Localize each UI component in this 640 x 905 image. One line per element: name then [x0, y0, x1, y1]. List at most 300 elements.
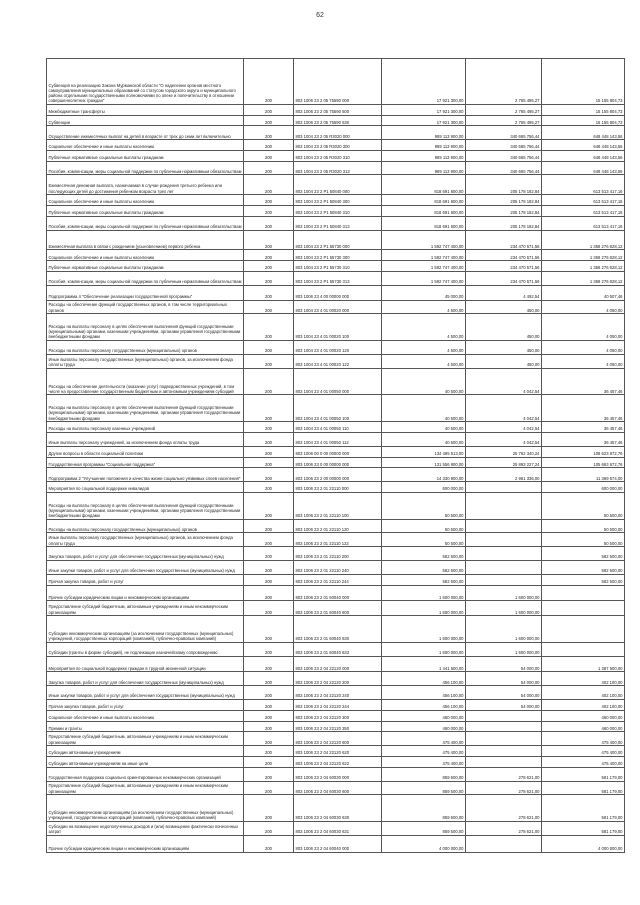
row-planned-amount: 1 592 747 400,00: [382, 271, 466, 285]
row-remaining-amount: 581 179,00: [542, 767, 625, 781]
row-executed-amount: [466, 835, 542, 852]
row-planned-amount: 40 500,00: [382, 422, 466, 433]
row-planned-amount: 50 500,00: [382, 533, 466, 547]
table-row: [47, 533, 625, 547]
row-code: 200: [244, 300, 294, 314]
row-remaining-amount: 582 500,00: [542, 561, 625, 575]
row-kbk: 803 1004 23 4 01 00050 110: [294, 422, 382, 433]
row-name: Осуществление ежемесячных выплат на детей в возрасте от трех до семи лет включительно: [47, 126, 244, 140]
row-executed-amount: 2 961 336,00: [466, 468, 542, 482]
row-name: Пособия, компенсации, меры социальной поддержки по публичным нормативным обязательствам: [47, 161, 244, 175]
row-planned-amount: 818 691 600,00: [382, 216, 466, 230]
row-code: 200: [244, 354, 294, 368]
row-executed-amount: [466, 561, 542, 575]
table-row: [47, 795, 625, 822]
row-remaining-amount: 613 513 417,16: [542, 216, 625, 230]
row-name: Субсидии на возмещение недополученных доходов и (или) возмещение фактически понесенных затрат: [47, 822, 244, 836]
row-kbk: 803 1006 23 2 01 60040 000: [294, 585, 382, 601]
row-code: 200: [244, 700, 294, 711]
row-kbk: 803 1004 23 2 05 R3020 310: [294, 150, 382, 161]
row-name: Расходы на выплаты персоналу в целях обеспечения выполнения функций государственными (муниципальными) органами, казенными учреждениями, органами управления государственными внебюджетными фондами: [47, 492, 244, 519]
row-name: Публичные нормативные социальные выплаты гражданам: [47, 150, 244, 161]
table-row: [47, 835, 625, 852]
row-executed-amount: 278 621,00: [466, 781, 542, 795]
table-row: [47, 468, 625, 482]
row-kbk: 803 1006 23 2 04 22120 244: [294, 700, 382, 711]
row-code: 200: [244, 261, 294, 272]
row-planned-amount: 1 600 000,00: [382, 585, 466, 601]
row-executed-amount: 4 042,54: [466, 432, 542, 446]
budget-execution-table: [46, 58, 625, 853]
row-code: 200: [244, 519, 294, 533]
row-executed-amount: 1 600 000,00: [466, 601, 542, 616]
table-row: [47, 126, 625, 140]
row-planned-amount: 859 500,00: [382, 767, 466, 781]
row-planned-amount: 4 500,00: [382, 354, 466, 368]
row-planned-amount: 818 691 600,00: [382, 195, 466, 206]
row-remaining-amount: 475 400,00: [542, 732, 625, 746]
row-name: Предоставление субсидий бюджетным, автономным учреждениям и иным некоммерческим организациям: [47, 781, 244, 795]
row-remaining-amount: [542, 642, 625, 656]
row-name: Субсидии некоммерческим организациям (за исключением государственных (муниципальных) учреждений, государственных корпораций (компаний), публично-правовых компаний): [47, 795, 244, 822]
table-row: [47, 482, 625, 493]
row-kbk: 803 1006 23 2 05 75590 500: [294, 104, 382, 115]
row-planned-amount: 1 600 000,00: [382, 601, 466, 616]
row-executed-amount: 205 178 182,84: [466, 206, 542, 217]
row-kbk: 803 1006 23 2 01 22110 120: [294, 519, 382, 533]
row-kbk: 803 1004 23 4 01 00020 100: [294, 314, 382, 341]
row-remaining-amount: 581 179,00: [542, 795, 625, 822]
row-executed-amount: [466, 492, 542, 519]
row-code: 200: [244, 395, 294, 422]
table-row: [47, 285, 625, 300]
row-remaining-amount: 613 513 417,16: [542, 195, 625, 206]
row-planned-amount: 4 000 000,00: [382, 835, 466, 852]
row-remaining-amount: 108 623 872,76: [542, 446, 625, 457]
row-kbk: 803 1004 23 2 P1 50840 000: [294, 175, 382, 195]
row-planned-amount: 134 495 513,00: [382, 446, 466, 457]
table-row: [47, 261, 625, 272]
row-remaining-amount: 4 050,00: [542, 314, 625, 341]
row-remaining-amount: 1 358 276 828,12: [542, 230, 625, 250]
row-remaining-amount: 648 448 143,56: [542, 140, 625, 151]
row-code: 200: [244, 721, 294, 732]
row-planned-amount: 4 500,00: [382, 341, 466, 355]
page-number: 62: [316, 12, 324, 19]
row-name: Публичные нормативные социальные выплаты гражданам: [47, 206, 244, 217]
row-executed-amount: 2 765 495,27: [466, 104, 542, 115]
row-kbk: 803 1006 23 2 01 22110 240: [294, 561, 382, 575]
row-code: 200: [244, 446, 294, 457]
row-remaining-amount: 581 179,00: [542, 781, 625, 795]
row-code: 200: [244, 206, 294, 217]
table-row: [47, 519, 625, 533]
row-executed-amount: 4 042,54: [466, 395, 542, 422]
row-remaining-amount: 36 457,46: [542, 368, 625, 395]
table-row: [47, 195, 625, 206]
row-planned-amount: 456 100,00: [382, 686, 466, 700]
table-row: [47, 368, 625, 395]
row-code: 200: [244, 368, 294, 395]
row-name: Ежемесячная денежная выплата, назначаемая в случае рождения третьего ребенка или последующих детей до достижения ребенком возраста трех лет: [47, 175, 244, 195]
row-remaining-amount: 105 663 672,76: [542, 457, 625, 468]
row-name: Иные закупки товаров, работ и услуг для обеспечения государственных (муниципальных) нужд: [47, 686, 244, 700]
row-name: Публичные нормативные социальные выплаты гражданам: [47, 261, 244, 272]
row-remaining-amount: 15 155 804,73: [542, 115, 625, 126]
table-row: [47, 271, 625, 285]
row-remaining-amount: 648 448 143,56: [542, 161, 625, 175]
row-remaining-amount: 582 500,00: [542, 574, 625, 585]
row-code: 200: [244, 285, 294, 300]
row-remaining-amount: 460 000,00: [542, 721, 625, 732]
row-code: 200: [244, 781, 294, 795]
table-row: [47, 206, 625, 217]
row-executed-amount: 54 000,00: [466, 686, 542, 700]
table-row: [47, 710, 625, 721]
row-code: 200: [244, 642, 294, 656]
row-code: 200: [244, 195, 294, 206]
row-name: Премии и гранты: [47, 721, 244, 732]
row-kbk: 803 1006 23 2 01 60040 633: [294, 642, 382, 656]
row-executed-amount: 450,00: [466, 354, 542, 368]
table-row: [47, 672, 625, 686]
row-name: Социальное обеспечение и иные выплаты населению: [47, 710, 244, 721]
row-kbk: 803 1006 23 2 01 22110 000: [294, 482, 382, 493]
table-row: [47, 822, 625, 836]
row-kbk: 803 1004 23 4 01 00050 112: [294, 432, 382, 446]
row-code: 200: [244, 601, 294, 616]
table-row: [47, 547, 625, 561]
row-code: 200: [244, 746, 294, 757]
row-remaining-amount: 402 100,00: [542, 672, 625, 686]
table-row: [47, 432, 625, 446]
row-kbk: 803 1006 23 2 01 22110 100: [294, 492, 382, 519]
row-planned-amount: 40 500,00: [382, 432, 466, 446]
row-name: Расходы на выплаты персоналу государственных (муниципальных) органов: [47, 519, 244, 533]
row-planned-amount: 989 113 900,00: [382, 150, 466, 161]
row-kbk: 803 1004 23 4 01 00020 000: [294, 300, 382, 314]
row-planned-amount: 582 500,00: [382, 547, 466, 561]
table-row: [47, 767, 625, 781]
row-planned-amount: 475 400,00: [382, 756, 466, 767]
table-row: [47, 446, 625, 457]
table-row: [47, 422, 625, 433]
row-name: Пособия, компенсации, меры социальной поддержки по публичным нормативным обязательствам: [47, 271, 244, 285]
row-kbk: 803 1006 00 0 00 00000 000: [294, 446, 382, 457]
row-planned-amount: 4 500,00: [382, 314, 466, 341]
row-remaining-amount: 4 000 000,00: [542, 835, 625, 852]
row-kbk: 803 1004 23 2 P1 50840 310: [294, 206, 382, 217]
row-executed-amount: 25 893 227,24: [466, 457, 542, 468]
row-planned-amount: 4 500,00: [382, 300, 466, 314]
row-executed-amount: 278 621,00: [466, 767, 542, 781]
row-kbk: 803 1006 23 2 04 22120 350: [294, 721, 382, 732]
table-row: [47, 781, 625, 795]
row-name: Мероприятия по социальной поддержке граждан в трудной жизненной ситуации: [47, 656, 244, 672]
row-name: Расходы на выплаты персоналу государственных (муниципальных) органов: [47, 341, 244, 355]
row-name: Расходы на выплаты персоналу в целях обеспечения выполнения функций государственными (муниципальными) органами, казенными учреждениями, органами управления государственными внебюджетными фондами: [47, 395, 244, 422]
row-executed-amount: 4 492,54: [466, 285, 542, 300]
row-name: Субсидии некоммерческим организациям (за исключением государственных (муниципальных) учреждений, государственных корпораций (компаний), публично-правовых компаний): [47, 616, 244, 643]
row-planned-amount: 1 441 500,00: [382, 656, 466, 672]
row-remaining-amount: 15 155 804,73: [542, 59, 625, 105]
row-planned-amount: 600 000,00: [382, 482, 466, 493]
row-remaining-amount: 1 358 276 828,12: [542, 250, 625, 261]
row-kbk: 803 1006 23 2 01 22110 122: [294, 533, 382, 547]
row-executed-amount: 1 600 000,00: [466, 616, 542, 643]
table-row: [47, 230, 625, 250]
row-kbk: 803 1004 23 2 05 R3020 313: [294, 161, 382, 175]
row-name: Иные выплаты персоналу государственных (муниципальных) органов, за исключением фонда оплаты труда: [47, 533, 244, 547]
row-kbk: 803 1006 23 2 00 00000 000: [294, 468, 382, 482]
table-row: [47, 300, 625, 314]
row-executed-amount: [466, 746, 542, 757]
row-code: 200: [244, 822, 294, 836]
row-planned-amount: 456 100,00: [382, 672, 466, 686]
row-name: Субсидии (гранты в форме субсидий), не подлежащие казначейскому сопровождению: [47, 642, 244, 656]
row-executed-amount: 25 762 340,24: [466, 446, 542, 457]
table-row: [47, 140, 625, 151]
row-kbk: 803 1004 23 4 01 00020 122: [294, 354, 382, 368]
row-planned-amount: 17 921 300,00: [382, 59, 466, 105]
row-executed-amount: [466, 547, 542, 561]
row-planned-amount: 1 592 747 400,00: [382, 230, 466, 250]
row-remaining-amount: 600 000,00: [542, 482, 625, 493]
row-code: 200: [244, 150, 294, 161]
row-planned-amount: 50 500,00: [382, 519, 466, 533]
table-row: [47, 59, 625, 105]
row-name: Субвенции: [47, 115, 244, 126]
row-name: Подпрограмма 4 "Обеспечение реализации государственной программы": [47, 285, 244, 300]
row-kbk: 803 1006 23 2 04 22120 200: [294, 672, 382, 686]
row-executed-amount: 450,00: [466, 314, 542, 341]
row-name: Иные выплаты персоналу государственных (муниципальных) органов, за исключением фонда оплаты труда: [47, 354, 244, 368]
row-kbk: 803 1006 23 2 01 60040 600: [294, 601, 382, 616]
row-code: 200: [244, 732, 294, 746]
row-remaining-amount: 36 457,46: [542, 422, 625, 433]
row-code: 200: [244, 533, 294, 547]
row-name: Государственная поддержка социально ориентированных некоммерческих организаций: [47, 767, 244, 781]
row-planned-amount: 1 600 000,00: [382, 642, 466, 656]
row-kbk: 803 1004 23 2 P1 50840 300: [294, 195, 382, 206]
row-remaining-amount: 475 400,00: [542, 746, 625, 757]
row-kbk: 803 1004 23 2 P1 55730 300: [294, 250, 382, 261]
row-code: 200: [244, 59, 294, 105]
row-code: 200: [244, 230, 294, 250]
row-remaining-amount: 4 050,00: [542, 300, 625, 314]
table-row: [47, 601, 625, 616]
row-code: 200: [244, 835, 294, 852]
row-remaining-amount: 50 500,00: [542, 492, 625, 519]
row-executed-amount: 234 470 571,56: [466, 230, 542, 250]
row-executed-amount: [466, 710, 542, 721]
row-code: 200: [244, 341, 294, 355]
row-executed-amount: [466, 756, 542, 767]
row-code: 200: [244, 250, 294, 261]
row-remaining-amount: 36 457,46: [542, 395, 625, 422]
row-remaining-amount: 11 369 574,00: [542, 468, 625, 482]
row-name: Прочая закупка товаров, работ и услуг: [47, 574, 244, 585]
row-planned-amount: 582 500,00: [382, 574, 466, 585]
row-executed-amount: 54 000,00: [466, 656, 542, 672]
row-executed-amount: 54 000,00: [466, 700, 542, 711]
row-remaining-amount: 582 500,00: [542, 547, 625, 561]
table-row: [47, 492, 625, 519]
row-kbk: 803 1006 23 2 04 60030 631: [294, 822, 382, 836]
table-row: [47, 574, 625, 585]
row-planned-amount: 45 000,00: [382, 285, 466, 300]
table-row: [47, 150, 625, 161]
row-name: Предоставление субсидий бюджетным, автономным учреждениям и иным некоммерческим организациям: [47, 732, 244, 746]
row-code: 200: [244, 432, 294, 446]
row-kbk: 803 1004 23 2 P1 50840 313: [294, 216, 382, 230]
row-remaining-amount: 460 000,00: [542, 710, 625, 721]
table-row: [47, 686, 625, 700]
table-row: [47, 175, 625, 195]
row-remaining-amount: 613 513 417,16: [542, 175, 625, 195]
row-executed-amount: 278 621,00: [466, 822, 542, 836]
row-name: Социальное обеспечение и иные выплаты населению: [47, 140, 244, 151]
row-name: Мероприятия по социальной поддержке инвалидов: [47, 482, 244, 493]
row-planned-amount: 17 921 300,00: [382, 115, 466, 126]
row-code: 200: [244, 672, 294, 686]
row-planned-amount: 989 113 900,00: [382, 126, 466, 140]
row-remaining-amount: 1 358 276 828,12: [542, 261, 625, 272]
row-executed-amount: [466, 519, 542, 533]
row-kbk: 803 1006 23 2 01 22110 244: [294, 574, 382, 585]
row-code: 200: [244, 126, 294, 140]
row-remaining-amount: 402 100,00: [542, 686, 625, 700]
row-name: Прочие субсидии юридическим лицам и некоммерческим организациям: [47, 585, 244, 601]
table-row: [47, 115, 625, 126]
table-row: [47, 341, 625, 355]
row-planned-amount: 50 500,00: [382, 492, 466, 519]
row-code: 200: [244, 616, 294, 643]
table-row: [47, 656, 625, 672]
row-name: Субсидии автономным учреждениям на иные цели: [47, 756, 244, 767]
row-executed-amount: [466, 482, 542, 493]
row-executed-amount: 1 600 000,00: [466, 642, 542, 656]
row-planned-amount: 17 921 300,00: [382, 104, 466, 115]
table-row: [47, 216, 625, 230]
row-code: 200: [244, 795, 294, 822]
row-planned-amount: 14 330 900,00: [382, 468, 466, 482]
row-kbk: 803 1004 23 2 P1 55730 310: [294, 261, 382, 272]
row-planned-amount: 818 691 600,00: [382, 175, 466, 195]
table-body: [47, 59, 625, 853]
row-planned-amount: 131 556 900,00: [382, 457, 466, 468]
table-row: [47, 314, 625, 341]
row-name: Государственная программы "Социальная поддержка": [47, 457, 244, 468]
row-code: 200: [244, 585, 294, 601]
row-code: 200: [244, 656, 294, 672]
row-executed-amount: 340 665 756,44: [466, 161, 542, 175]
row-code: 200: [244, 216, 294, 230]
row-executed-amount: 234 470 571,56: [466, 250, 542, 261]
row-planned-amount: 460 000,00: [382, 710, 466, 721]
row-executed-amount: 54 000,00: [466, 672, 542, 686]
row-name: Расходы на обеспечение функций государственных органов, в том числе территориальных органов: [47, 300, 244, 314]
row-kbk: 803 1006 23 2 04 60040 000: [294, 835, 382, 852]
row-planned-amount: 475 400,00: [382, 732, 466, 746]
row-planned-amount: 40 500,00: [382, 395, 466, 422]
row-executed-amount: 2 765 495,27: [466, 115, 542, 126]
table-row: [47, 457, 625, 468]
row-remaining-amount: 50 500,00: [542, 519, 625, 533]
row-remaining-amount: 475 400,00: [542, 756, 625, 767]
row-code: 200: [244, 468, 294, 482]
row-planned-amount: 1 600 000,00: [382, 616, 466, 643]
row-code: 200: [244, 756, 294, 767]
row-executed-amount: 450,00: [466, 341, 542, 355]
row-planned-amount: 40 500,00: [382, 368, 466, 395]
row-kbk: 803 1006 23 2 04 22120 600: [294, 732, 382, 746]
row-executed-amount: 4 042,54: [466, 422, 542, 433]
table-row: [47, 642, 625, 656]
row-name: Пособия, компенсации, меры социальной поддержки по публичным нормативным обязательствам: [47, 216, 244, 230]
table-row: [47, 354, 625, 368]
row-code: 200: [244, 175, 294, 195]
row-planned-amount: 582 500,00: [382, 561, 466, 575]
row-kbk: 803 1006 23 2 04 60030 600: [294, 781, 382, 795]
table-row: [47, 395, 625, 422]
row-executed-amount: 340 665 756,44: [466, 126, 542, 140]
row-kbk: 803 1006 23 2 05 75590 000: [294, 59, 382, 105]
row-name: Другие вопросы в области социальной политики: [47, 446, 244, 457]
row-kbk: 803 1006 23 2 04 22120 300: [294, 710, 382, 721]
row-executed-amount: 4 042,54: [466, 368, 542, 395]
row-code: 200: [244, 492, 294, 519]
row-kbk: 803 1006 23 2 04 22120 622: [294, 756, 382, 767]
row-remaining-amount: [542, 585, 625, 601]
table-row: [47, 756, 625, 767]
row-planned-amount: 456 100,00: [382, 700, 466, 711]
row-code: 200: [244, 686, 294, 700]
row-executed-amount: 234 470 571,56: [466, 271, 542, 285]
row-kbk: 803 1004 23 2 P1 55730 000: [294, 230, 382, 250]
row-kbk: 803 1004 23 2 05 R3020 000: [294, 126, 382, 140]
row-kbk: 803 1006 23 2 04 22120 000: [294, 656, 382, 672]
row-remaining-amount: 648 448 143,56: [542, 126, 625, 140]
row-kbk: 803 1004 23 4 01 00050 100: [294, 395, 382, 422]
row-name: Расходы на обеспечение деятельности (оказание услуг) подведомственных учреждений, в том числе на предоставление государственным бюджетным и автономным учреждениям субсидий: [47, 368, 244, 395]
row-executed-amount: 205 178 182,84: [466, 175, 542, 195]
table-row: [47, 161, 625, 175]
row-code: 200: [244, 547, 294, 561]
row-code: 200: [244, 314, 294, 341]
row-remaining-amount: 50 500,00: [542, 533, 625, 547]
row-planned-amount: 1 592 747 400,00: [382, 261, 466, 272]
row-kbk: 803 1004 23 4 01 00050 000: [294, 368, 382, 395]
row-remaining-amount: 1 387 500,00: [542, 656, 625, 672]
row-executed-amount: [466, 721, 542, 732]
row-planned-amount: 859 500,00: [382, 781, 466, 795]
row-executed-amount: [466, 574, 542, 585]
row-name: Ежемесячная выплата в связи с рождением (усыновлением) первого ребенка: [47, 230, 244, 250]
table-row: [47, 104, 625, 115]
row-name: Расходы на выплаты персоналу казенных учреждений: [47, 422, 244, 433]
row-kbk: 803 1004 23 4 01 00020 120: [294, 341, 382, 355]
row-code: 200: [244, 457, 294, 468]
row-name: Прочие субсидии юридическим лицам и некоммерческим организациям: [47, 835, 244, 852]
row-remaining-amount: 1 358 276 828,12: [542, 271, 625, 285]
row-kbk: 803 1006 23 2 04 60030 630: [294, 795, 382, 822]
row-kbk: 803 1006 23 2 01 60040 630: [294, 616, 382, 643]
row-name: Субвенция на реализацию Закона Мурманской области "О наделении органов местного самоуправления муниципальных образований со статусом городского округа и муниципального района отдельными государственными полномочиями по опеке и попечительству в отношении совершеннолетних граждан": [47, 59, 244, 105]
row-kbk: 803 1006 23 2 04 22120 620: [294, 746, 382, 757]
row-name: Социальное обеспечение и иные выплаты населению: [47, 195, 244, 206]
row-code: 200: [244, 561, 294, 575]
